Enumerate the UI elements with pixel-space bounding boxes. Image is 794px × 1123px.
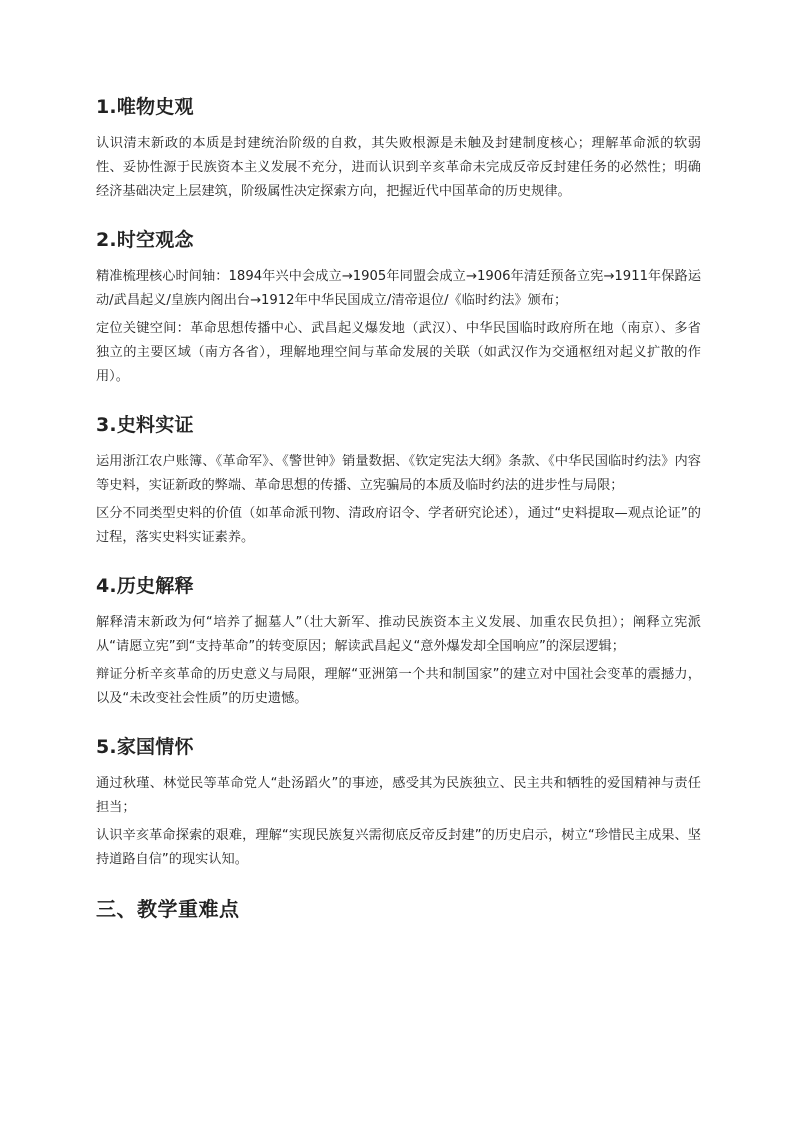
paragraph: 解释清末新政为何“培养了掘墓人”（壮大新军、推动民族资本主义发展、加重农民负担）；阐释立宪派从“请愿立宪”到“支持革命”的转变原因；解读武昌起义“意外爆发却全国响应”的深层逻辑； xyxy=(96,615,701,654)
section-patriotism xyxy=(96,732,701,872)
paragraph: 认识辛亥革命探索的艰难，理解“实现民族复兴需彻底反帝反封建”的历史启示，树立“珍惜民主成果、坚持道路自信”的现实认知。 xyxy=(96,828,701,867)
section-title: 3.史料实证 xyxy=(96,414,194,436)
paragraph: 运用浙江农户账簿、《革命军》、《警世钟》销量数据、《钦定宪法大纲》条款、《中华民国临时约法》内容等史料，实证新政的弊端、革命思想的传播、立宪骗局的本质及临时约法的进步性与局限； xyxy=(96,454,701,493)
paragraph: 区分不同类型史料的价值（如革命派刊物、清政府诏令、学者研究论述），通过“史料提取—观点论证”的过程，落实史料实证素养。 xyxy=(96,506,701,545)
section-time-space xyxy=(96,225,701,389)
section-materialism xyxy=(96,92,701,204)
section-title: 4.历史解释 xyxy=(96,575,194,597)
section-title: 5.家国情怀 xyxy=(96,736,194,758)
paragraph: 通过秋瑾、林觉民等革命党人“赴汤蹈火”的事迹，感受其为民族独立、民主共和牺牲的爱国精神与责任担当； xyxy=(96,776,701,815)
section-teaching-key-points xyxy=(96,893,701,925)
paragraph: 辩证分析辛亥革命的历史意义与局限，理解“亚洲第一个共和制国家”的建立对中国社会变革的震撼力，以及“未改变社会性质”的历史遗憾。 xyxy=(96,667,701,706)
paragraph: 精准梳理核心时间轴：1894年兴中会成立→1905年同盟会成立→1906年清廷预备立宪→1911年保路运动/武昌起义/皇族内阁出台→1912年中华民国成立/清帝退位/《临时约法》颁布； xyxy=(96,269,701,308)
section-historical-interpretation xyxy=(96,571,701,711)
paragraph: 定位关键空间：革命思想传播中心、武昌起义爆发地（武汉）、中华民国临时政府所在地（南京）、多省独立的主要区域（南方各省），理解地理空间与革命发展的关联（如武汉作为交通枢纽对起义扩散的作用）。 xyxy=(96,321,701,384)
section-historical-evidence xyxy=(96,410,701,550)
chapter-heading: 三、教学重难点 xyxy=(96,897,240,921)
section-title: 2.时空观念 xyxy=(96,229,194,251)
document-page xyxy=(96,92,701,925)
paragraph: 认识清末新政的本质是封建统治阶级的自救，其失败根源是未触及封建制度核心；理解革命派的软弱性、妥协性源于民族资本主义发展不充分，进而认识到辛亥革命未完成反帝反封建任务的必然性；明确经济基础决定上层建筑，阶级属性决定探索方向，把握近代中国革命的历史规律。 xyxy=(96,136,701,199)
section-title: 1.唯物史观 xyxy=(96,96,194,118)
